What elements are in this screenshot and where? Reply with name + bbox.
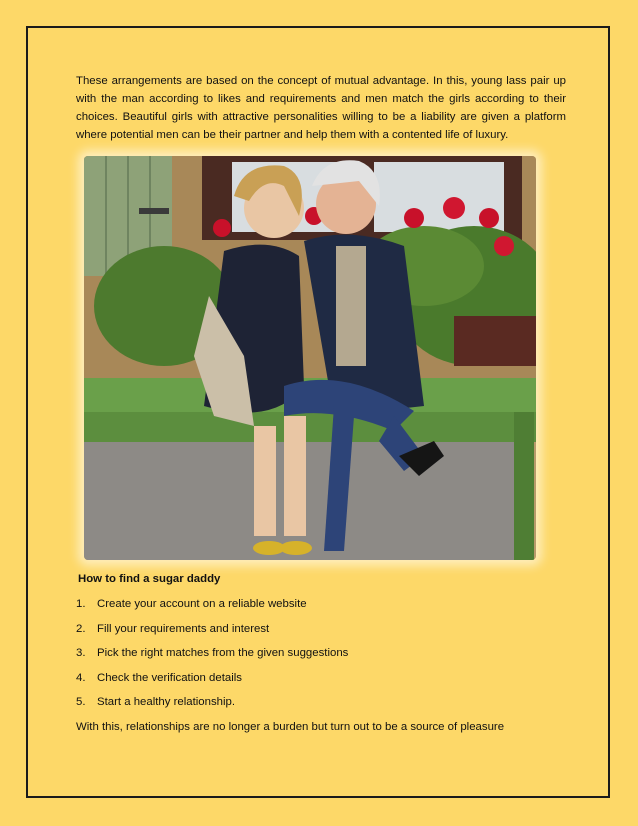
- closing-sentence: With this, relationships are no longer a burden but turn out to be a source of pleasure: [76, 721, 505, 733]
- steps-list: [76, 598, 348, 721]
- list-item: [76, 696, 348, 721]
- list-item: [76, 598, 348, 623]
- list-item: [76, 623, 348, 648]
- list-item: [76, 647, 348, 672]
- intro-paragraph: These arrangements are based on the concept of mutual advantage. In this, young lass pair up with the man according to likes and requirements and men match the girls according to their choices. Beautiful girls with attractive personalities willing to be a liability are given a platform where potential men can be their partner and help them with a contented life of luxury.: [76, 75, 566, 141]
- step-number: 1.: [76, 598, 86, 610]
- couple-photo: [84, 156, 536, 560]
- step-text: Fill your requirements and interest: [97, 622, 270, 635]
- step-number: 2.: [76, 622, 86, 635]
- list-item: [76, 672, 348, 697]
- howto-heading: How to find a sugar daddy: [78, 573, 221, 585]
- step-text: Check the verification details: [97, 671, 242, 684]
- step-number: 4.: [76, 671, 86, 684]
- step-text: Pick the right matches from the given suggestions: [97, 647, 349, 659]
- step-number: 3.: [76, 647, 86, 659]
- step-text: Start a healthy relationship.: [97, 696, 236, 708]
- step-text: Create your account on a reliable website: [97, 598, 307, 610]
- step-number: 5.: [76, 696, 86, 708]
